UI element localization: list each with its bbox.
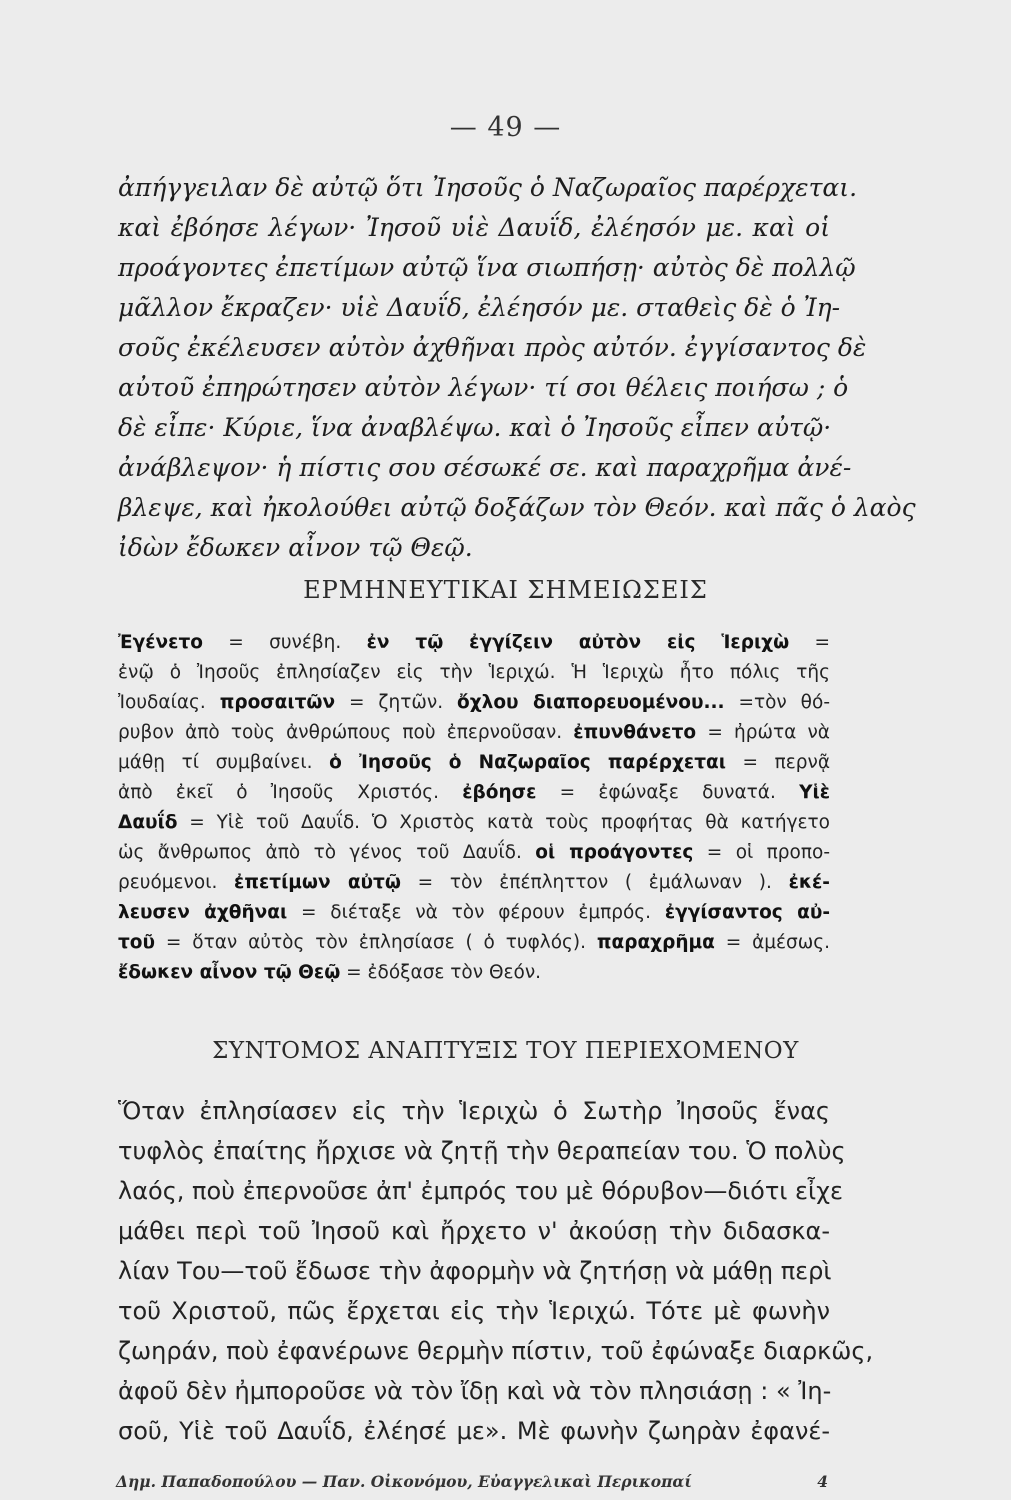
note-term: ἐπετίμων αὐτῷ	[234, 872, 401, 893]
note-line	[118, 868, 830, 898]
summary-heading: ΣΥΝΤΟΜΟΣ ΑΝΑΠΤΥΞΙΣ ΤΟΥ ΠΕΡΙΕΧΟΜΕΝΟΥ	[212, 1038, 799, 1064]
note-term: λευσεν ἀχθῆναι	[118, 902, 288, 923]
note-term: τοῦ	[118, 932, 156, 953]
summary-line: λαός, ποὺ ἐπερνοῦσε ἀπ' ἐμπρός του μὲ θόρυβον—διότι εἶχε	[118, 1177, 843, 1205]
footer-credit: Δημ. Παπαδοπούλου — Παν. Οἰκονόμου, Εὐαγγελικαὶ Περικοπαί	[116, 1472, 692, 1491]
note-text: = ἐφώναξε δυνατά.	[536, 782, 800, 803]
text-line: δὲ εἶπε· Κύριε, ἵνα ἀναβλέψω. καὶ ὁ Ἰησοῦς εἶπεν αὐτῷ·	[118, 413, 832, 442]
note-line	[118, 748, 830, 778]
page-number: — 49 —	[449, 112, 562, 143]
note-line	[118, 958, 830, 988]
note-term: προσαιτῶν	[219, 692, 336, 713]
summary-line: λίαν Του—τοῦ ἔδωσε τὴν ἀφορμὴν νὰ ζητήσῃ νὰ μάθῃ περὶ	[118, 1257, 832, 1285]
note-term: οἱ προάγοντες	[535, 842, 694, 863]
note-text: = συνέβη.	[202, 632, 367, 653]
note-term: ἔδωκεν αἶνον τῷ Θεῷ	[118, 962, 341, 983]
note-text: = διέταξε νὰ τὸν φέρουν ἐμπρός.	[287, 902, 665, 923]
note-term: ἐπυνθάνετο	[573, 722, 697, 743]
note-text: = τὸν ἐπέπληττον ( ἐμάλωναν ).	[400, 872, 789, 893]
note-text: = Υἱὲ τοῦ Δαυΐδ. Ὁ Χριστὸς κατὰ τοὺς προφήτας θὰ κατήγετο	[177, 812, 830, 833]
summary-line: Ὅταν ἐπλησίασεν εἰς τὴν Ἱεριχὼ ὁ Σωτὴρ Ἰησοῦς ἕνας	[118, 1097, 830, 1125]
summary-line: ζωηράν, ποὺ ἐφανέρωνε θερμὴν πίστιν, τοῦ ἐφώναξε διαρκῶς,	[118, 1337, 874, 1365]
summary-line: σοῦ, Υἱὲ τοῦ Δαυΐδ, ἐλέησέ με». Μὲ φωνὴν ζωηρὰν ἐφανέ-	[118, 1417, 830, 1445]
note-text: = ζητῶν.	[335, 692, 457, 713]
note-term: Υἱὲ	[799, 782, 830, 803]
note-term: ὁ Ἰησοῦς ὁ Ναζωραῖος παρέρχεται	[329, 752, 726, 773]
note-term: ὄχλου διαπορευομένου...	[457, 692, 725, 713]
note-text: =	[789, 632, 830, 653]
text-line: ἀνάβλεψον· ἡ πίστις σου σέσωκέ σε. καὶ παραχρῆμα ἀνέ-	[118, 453, 852, 482]
note-text: = ἀμέσως.	[714, 932, 831, 953]
signature-mark: 4	[817, 1472, 828, 1491]
note-text: μάθῃ τί συμβαίνει.	[118, 752, 330, 773]
note-line	[118, 688, 830, 718]
note-term: ἐγγίσαντος αὐ-	[664, 902, 830, 923]
note-line	[118, 658, 830, 688]
summary-line: τοῦ Χριστοῦ, πῶς ἔρχεται εἰς τὴν Ἱεριχώ. Τότε μὲ φωνὴν	[118, 1297, 830, 1325]
note-text: ρυβον ἀπὸ τοὺς ἀνθρώπους ποὺ ἐπερνοῦσαν.	[118, 722, 574, 743]
note-text: = περνᾷ	[725, 752, 831, 773]
note-term: ἐβόησε	[462, 782, 537, 803]
text-line: καὶ ἐβόησε λέγων· Ἰησοῦ υἱὲ Δαυΐδ, ἐλέησόν με. καὶ οἱ	[118, 213, 830, 242]
note-term: ἐν τῷ ἐγγίζειν αὐτὸν εἰς Ἱεριχὼ	[366, 632, 790, 653]
note-term: ἐκέ-	[788, 872, 830, 893]
summary-line: ἀφοῦ δὲν ἠμποροῦσε νὰ τὸν ἴδῃ καὶ νὰ τὸν πλησιάσῃ : « Ἰη-	[118, 1377, 832, 1405]
note-text: = οἱ προπο-	[693, 842, 830, 863]
note-text: ἀπὸ ἐκεῖ ὁ Ἰησοῦς Χριστός.	[118, 782, 463, 803]
note-term: Ἐγένετο	[118, 632, 203, 653]
text-line: προάγοντες ἐπετίμων αὐτῷ ἵνα σιωπήσῃ· αὐτὸς δὲ πολλῷ	[118, 253, 856, 282]
note-text: ρευόμενοι.	[118, 872, 235, 893]
summary-line: τυφλὸς ἐπαίτης ἤρχισε νὰ ζητῇ τὴν θεραπείαν του. Ὁ πολὺς	[118, 1137, 846, 1165]
summary-line: μάθει περὶ τοῦ Ἰησοῦ καὶ ἤρχετο ν' ἀκούσῃ τὴν διδασκα-	[118, 1217, 830, 1245]
note-text: = ἐδόξασε τὸν Θεόν.	[340, 962, 542, 983]
note-text: = ἠρώτα νὰ	[696, 722, 830, 743]
note-term: Δαυΐδ	[118, 812, 178, 833]
text-line: μᾶλλον ἔκραζεν· υἱὲ Δαυΐδ, ἐλέησόν με. σταθεὶς δὲ ὁ Ἰη-	[118, 293, 841, 322]
note-text: ἐνῷ ὁ Ἰησοῦς ἐπλησίαζεν εἰς τὴν Ἱεριχώ. Ἡ Ἱεριχὼ ἦτο πόλις τῆς	[118, 662, 830, 683]
note-line	[118, 718, 830, 748]
note-line	[118, 628, 830, 658]
text-line: ἀπήγγειλαν δὲ αὐτῷ ὅτι Ἰησοῦς ὁ Ναζωραῖος παρέρχεται.	[118, 173, 858, 202]
note-text: ὡς ἄνθρωπος ἀπὸ τὸ γένος τοῦ Δαυΐδ.	[118, 842, 536, 863]
note-line	[118, 838, 830, 868]
text-line: ἰδὼν ἔδωκεν αἶνον τῷ Θεῷ.	[118, 533, 473, 562]
note-line	[118, 898, 830, 928]
note-term: παραχρῆμα	[596, 932, 715, 953]
note-text: =τὸν θό-	[724, 692, 830, 713]
note-text: Ἰουδαίας.	[118, 692, 220, 713]
note-line	[118, 928, 830, 958]
footer	[116, 1472, 828, 1491]
note-line	[118, 778, 830, 808]
note-line	[118, 808, 830, 838]
text-line: βλεψε, καὶ ἠκολούθει αὐτῷ δοξάζων τὸν Θεόν. καὶ πᾶς ὁ λαὸς	[118, 493, 916, 522]
notes-heading: ΕΡΜΗΝΕΥΤΙΚΑΙ ΣΗΜΕΙΩΣΕΙΣ	[303, 576, 708, 604]
text-line: σοῦς ἐκέλευσεν αὐτὸν ἀχθῆναι πρὸς αὐτόν. ἐγγίσαντος δὲ	[118, 333, 867, 362]
note-text: = ὅταν αὐτὸς τὸν ἐπλησίασε ( ὁ τυφλός).	[155, 932, 597, 953]
text-line: αὐτοῦ ἐπηρώτησεν αὐτὸν λέγων· τί σοι θέλεις ποιήσω ; ὁ	[118, 373, 849, 402]
